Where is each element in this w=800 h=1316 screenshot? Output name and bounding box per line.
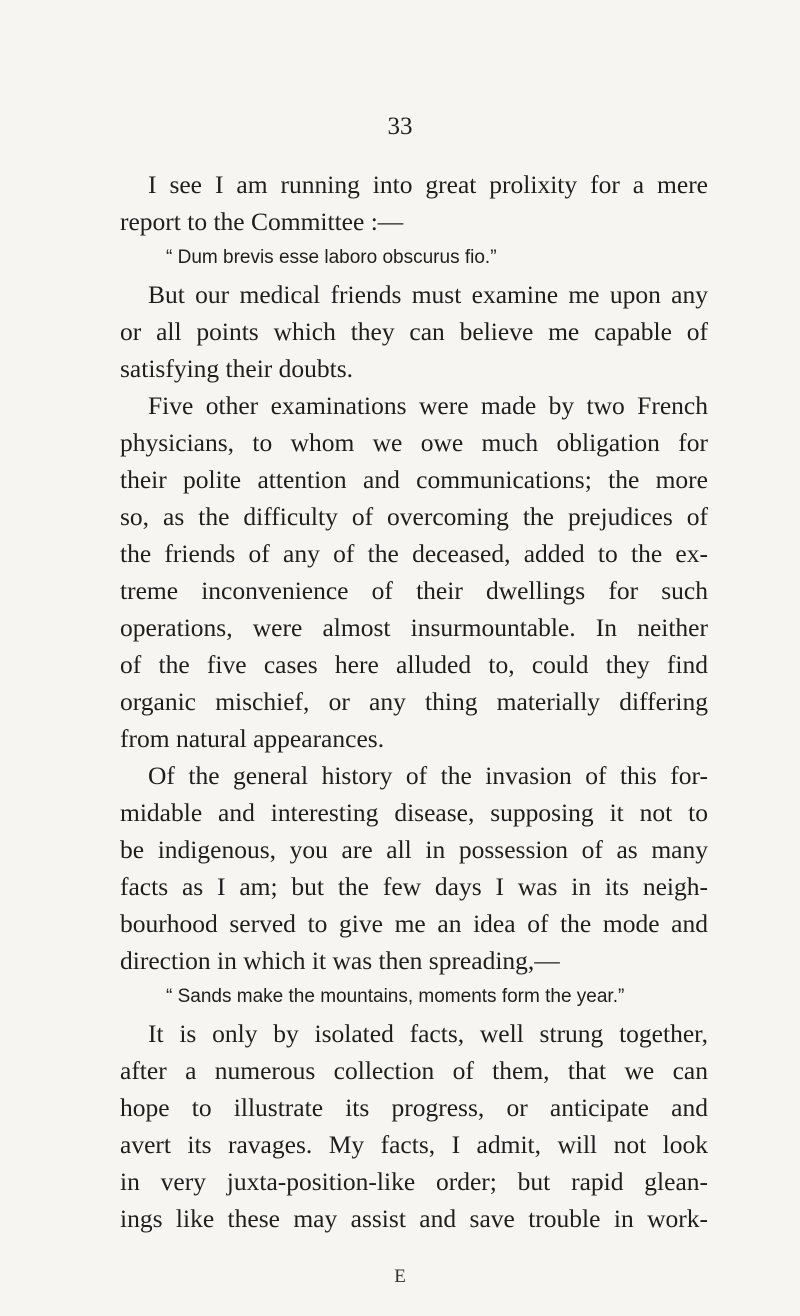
latin-quotation: “ Dum brevis esse laboro obscurus fio.” [166, 247, 497, 268]
text-line: operations, were almost insurmountable. In neither [120, 613, 708, 642]
text-line: from natural appearances. [120, 724, 385, 753]
text-line: of the five cases here alluded to, could they find [120, 650, 708, 679]
text-line: Of the general history of the invasion of this for- [148, 761, 708, 790]
text-line: physicians, to whom we owe much obligation for [120, 428, 708, 457]
text-line: hope to illustrate its progress, or anticipate and [120, 1093, 708, 1122]
text-line: be indigenous, you are all in possession of as many [120, 835, 708, 864]
text-line: midable and interesting disease, supposing it not to [120, 798, 708, 827]
text-line: direction in which it was then spreading,— [120, 946, 560, 975]
text-line: satisfying their doubts. [120, 354, 354, 383]
text-line: their polite attention and communications; the more [120, 465, 708, 494]
text-line: ings like these may assist and save trouble in work- [120, 1204, 708, 1233]
text-line: or all points which they can believe me capable of [120, 317, 708, 346]
text-line: in very juxta-position-like order; but rapid glean- [120, 1167, 708, 1196]
text-line: Five other examinations were made by two French [148, 391, 708, 420]
text-line: the friends of any of the deceased, added to the ex- [120, 539, 708, 568]
text-line: avert its ravages. My facts, I admit, will not look [120, 1130, 708, 1159]
text-line: But our medical friends must examine me upon any [148, 280, 708, 309]
text-line: It is only by isolated facts, well strung together, [148, 1019, 708, 1048]
text-line: facts as I am; but the few days I was in its neigh- [120, 872, 708, 901]
text-line: treme inconvenience of their dwellings for such [120, 576, 708, 605]
text-line: bourhood served to give me an idea of the mode and [120, 909, 708, 938]
text-line: organic mischief, or any thing materially differing [120, 687, 708, 716]
text-line: I see I am running into great prolixity for a mere [148, 170, 708, 199]
text-line: so, as the difficulty of overcoming the prejudices of [120, 502, 708, 531]
text-line: after a numerous collection of them, that we can [120, 1056, 708, 1085]
text-line: report to the Committee :— [120, 207, 404, 236]
signature-mark: E [394, 1266, 406, 1287]
poem-quotation: “ Sands make the mountains, moments form the year.” [166, 986, 625, 1007]
page-number: 33 [387, 113, 413, 140]
body-text [120, 166, 708, 1237]
